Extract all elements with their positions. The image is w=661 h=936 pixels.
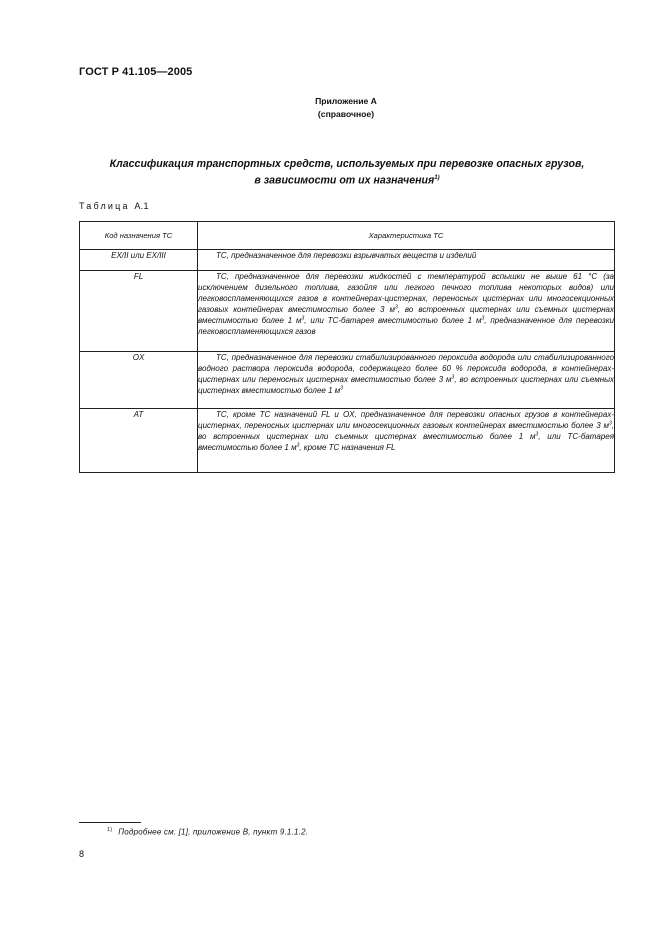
desc-text: , или ТС-батарея вместимостью более 1 м [198,432,614,452]
appendix-type: (справочное) [317,109,375,119]
row-description [198,352,615,409]
superscript: 3 [481,315,485,322]
header-description: Характеристика ТС [198,222,615,250]
row-code: FL [80,271,198,352]
footnote-divider [79,822,141,823]
superscript: 3 [394,304,398,311]
title-footnote-mark: 1) [434,175,440,181]
table-header-row [80,222,615,250]
row-description [198,409,615,473]
superscript: 3 [608,420,612,427]
footnote-mark: 1) [107,827,113,833]
row-description-text: ТС, предназначенное для перевозки взрывчатых веществ и изделий [216,251,477,260]
table-row [80,409,615,473]
footnote [107,827,308,837]
table-row [80,271,615,352]
row-description [198,271,615,352]
desc-text: , или ТС-батарея вместимостью более 1 м [304,316,482,325]
desc-text: , во встроенных цистернах или съемных цистернах вместимостью более 1 м [198,375,615,395]
table-row [80,352,615,409]
desc-text: , кроме ТС назначения FL [299,443,396,452]
row-code: AT [80,409,198,473]
row-code: EX/II или EX/III [80,250,198,271]
header-code: Код назначения ТС [80,222,198,250]
title-line-2-text: в зависимости от их назначения [254,174,435,187]
superscript: 3 [301,315,305,322]
superscript: 3 [296,442,300,449]
desc-text: ТС, предназначенное для перевозки жидкостей с температурой вспышки не выше 61 °С (за исключением дизельного топлива, газойля или легкого печного топлива некоторых видов) или легковоспламеняющихся газов в контейнерах-цистернах, переносных цистернах или многосекционных газовых контейнерах вместимостью более 3 м [198,272,614,314]
section-title [79,157,615,188]
page-number: 8 [79,849,85,859]
appendix-name: Приложение А [315,96,377,106]
desc-text: , во встроенных цистернах или съемных цистернах вместимостью более 1 м [198,305,614,325]
title-line-2 [79,171,615,188]
table-caption [79,201,149,211]
row-description [198,250,615,271]
desc-text: ТС, предназначенное для перевозки стабилизированного пероксида водорода или стабилизированного водного раствора пероксида водорода, содержащего более 60 % пероксида водорода, в контейнерах-цистернах или переносных цистернах вместимостью более 3 м [198,353,614,384]
title-line-1: Классификация транспортных средств, используемых при перевозке опасных грузов, [109,158,585,170]
desc-text: , во встроенных цистернах или съемных цистернах вместимостью более 1 м [198,421,614,441]
table-number: А.1 [134,201,149,211]
standard-code: ГОСТ Р 41.105—2005 [79,66,193,78]
superscript: 3 [340,385,344,392]
table-label-word: Таблица [79,201,130,211]
classification-table [79,221,615,473]
superscript: 3 [535,431,539,438]
table-row [80,250,615,271]
desc-text: ТС, кроме ТС назначений FL и OX, предназначенное для перевозки опасных грузов в контейнерах-цистернах, переносных цистернах или многосекционных газовых контейнерах вместимостью более 3 м [198,410,614,430]
superscript: 3 [451,374,455,381]
row-code: OX [80,352,198,409]
footnote-text: Подробнее см. [1], приложение В, пункт 9.1.1.2. [118,827,309,837]
desc-text: , предназначенное для перевозки легковоспламеняющихся газов [198,316,614,336]
